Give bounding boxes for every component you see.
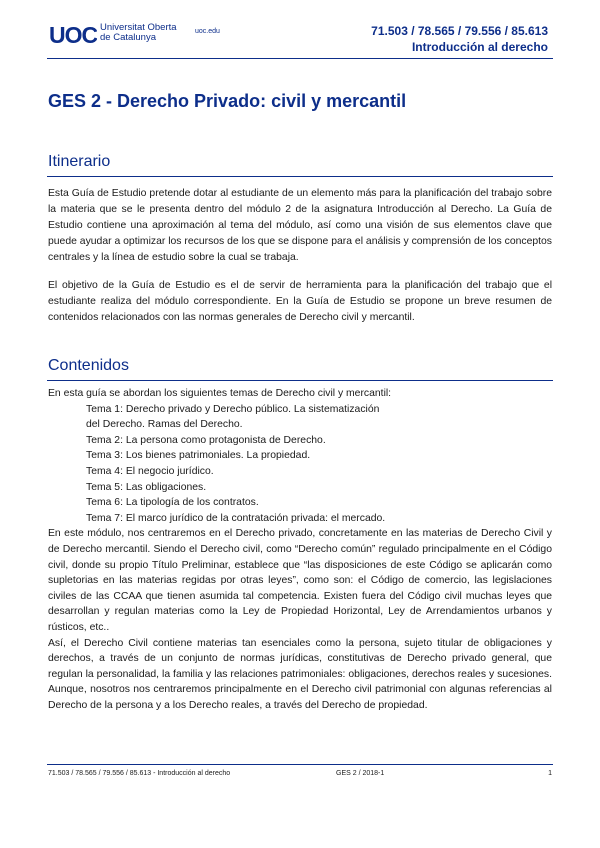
contenidos-paragraph-2: Así, el Derecho Civil contiene materias tan esenciales como la persona, sujeto titular de obligaciones y derechos, a través de un conjunto de normas jurídicas, constitutivas de Derecho privado general, que regulan la personalidad, la familia y las relaciones patrimoniales: obligaciones, derechos reales y sucesiones. Aunque, nosotros nos centraremos principalmente en el Derecho civil patrimonial con algunas referencias al Derecho de la persona y a los Derecho reales, a través del Derecho de propiedad. (48, 637, 552, 711)
topic-item-5: Tema 5: Las obligaciones. (86, 481, 207, 493)
document-title: GES 2 - Derecho Privado: civil y mercantil (48, 91, 407, 111)
page-number: 1 (548, 770, 552, 777)
university-name (100, 23, 177, 43)
footer-course-info: 71.503 / 78.565 / 79.556 / 85.613 - Introducción al derecho (48, 770, 231, 777)
section-divider-contenidos (47, 380, 553, 381)
university-name-line2: de Catalunya (100, 32, 156, 43)
itinerario-paragraph-1: Esta Guía de Estudio pretende dotar al estudiante de un elemento más para la planificación del trabajo sobre la materia que se le presenta dentro del módulo 2 de la asignatura Introducción al Derecho. La Guía de Estudio contiene una aproximación al tema del módulo, así como una visión de sus elementos clave que puede ayudar a optimizar los recursos de los que se dispone para el análisis y comprensión de los conceptos centrales y la línea de estudio sobre la cual se trabaja. (48, 188, 552, 263)
course-header (371, 23, 548, 55)
section-divider-itinerario (47, 176, 553, 177)
footer-divider (47, 764, 553, 765)
topic-list (48, 402, 552, 527)
topic-item-3: Tema 3: Los bienes patrimoniales. La propiedad. (86, 450, 311, 462)
footer-guide-id: GES 2 / 2018-1 (336, 770, 385, 777)
course-name: Introducción al derecho (411, 40, 548, 54)
header-divider (47, 58, 553, 59)
section-heading-contenidos: Contenidos (48, 357, 129, 374)
itinerario-paragraph-2: El objetivo de la Guía de Estudio es el de servir de herramienta para la planificación del trabajo que el estudiante realiza del módulo correspondiente. En la Guía de Estudio se propone un breve resumen de contenidos relacionados con las normas generales de Derecho civil y mercantil. (48, 280, 552, 323)
uoc-logo-text: UOC (49, 23, 97, 45)
contenidos-paragraph-1: En este módulo, nos centraremos en el Derecho privado, concretamente en las materias de Derecho Civil y de Derecho mercantil. Siendo el Derecho civil, como “Derecho común” regulado principalmente en el Código civil, donde su propio Título Preliminar, establece que “las disposiciones de este Código se aplicarán como supletorias en las materias regidas por otras leyes”, como son: el Código de comercio, las legislaciones civiles de las CCAA que tienen asumida tal competencia. Existen fuera del Código civil muchas leyes que desarrollan y regulan materias como la Ley de Propiedad Horizontal, Ley de Arrendamientos urbanos y rústicos, etc.. (48, 528, 552, 633)
topic-item-4: Tema 4: El negocio jurídico. (86, 465, 214, 477)
university-name-line1: Universitat Oberta (100, 22, 177, 33)
topic-item-2: Tema 2: La persona como protagonista de Derecho. (86, 434, 326, 446)
topic-item-6: Tema 6: La tipología de los contratos. (86, 497, 259, 509)
section-heading-itinerario: Itinerario (48, 153, 111, 170)
course-codes: 71.503 / 78.565 / 79.556 / 85.613 (371, 24, 548, 38)
contenidos-body (48, 386, 552, 713)
university-url[interactable]: uoc.edu (195, 28, 220, 35)
topic-item-7: Tema 7: El marco jurídico de la contratación privada: el mercado. (86, 512, 386, 524)
topic-item-1: Tema 1: Derecho privado y Derecho público. La sistematización del Derecho. Ramas del Derecho. (86, 403, 380, 431)
uoc-logo (49, 23, 97, 45)
contenidos-intro: En esta guía se abordan los siguientes temas de Derecho civil y mercantil: (48, 388, 392, 399)
